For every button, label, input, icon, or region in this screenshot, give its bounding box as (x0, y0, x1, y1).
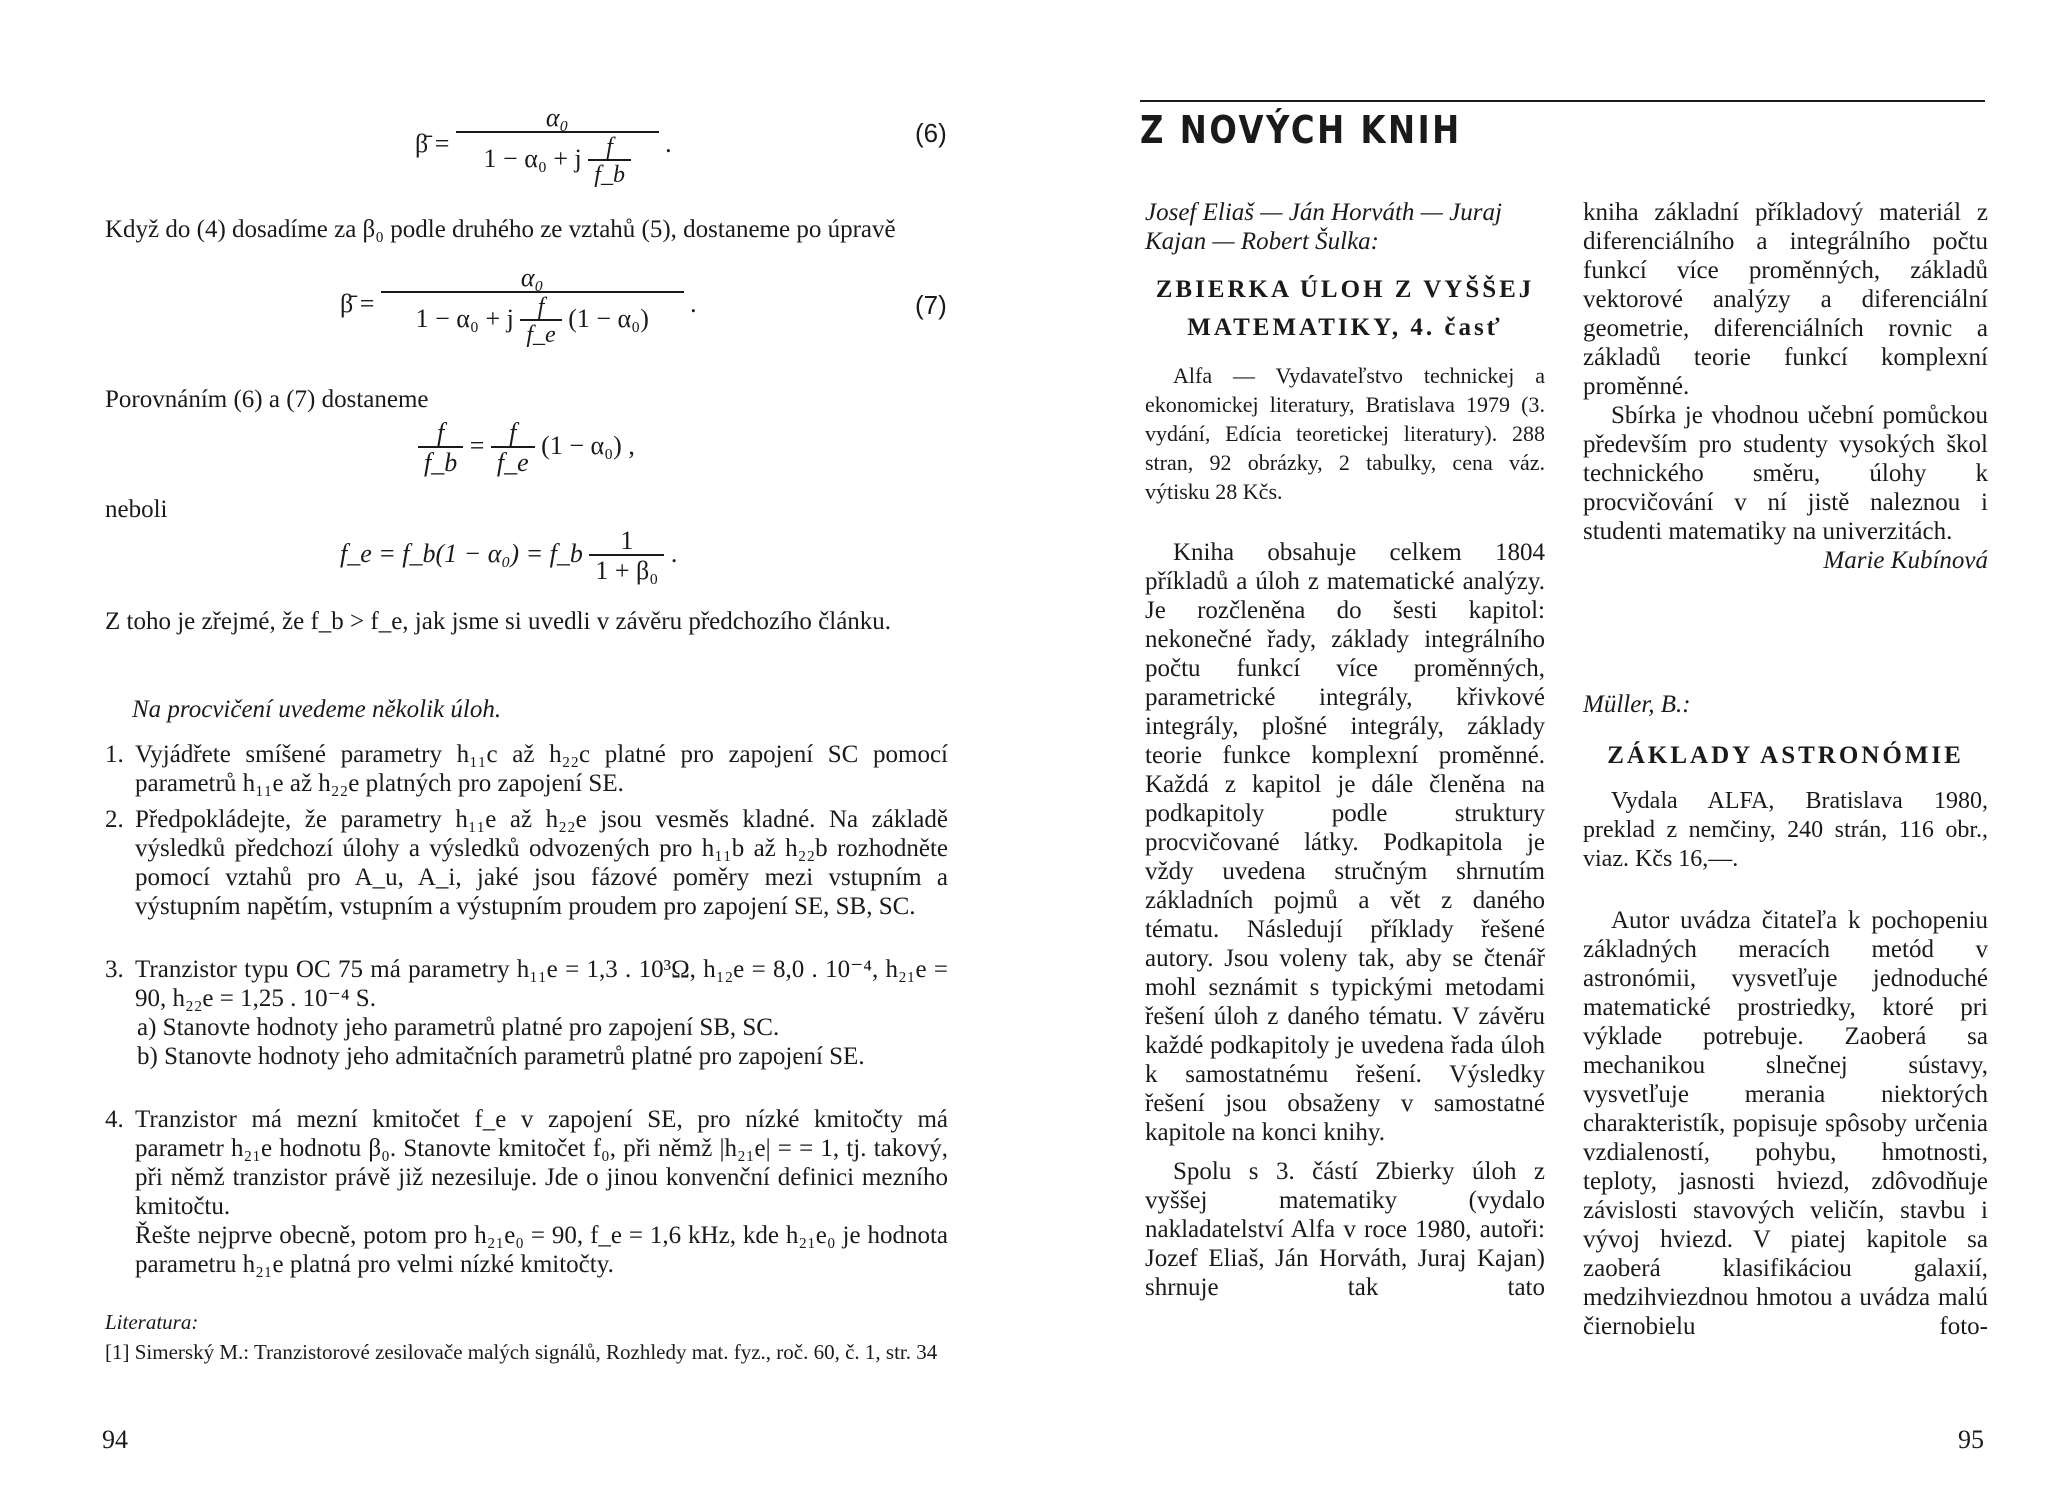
exercises-intro: Na procvičení uvedeme několik úloh. (132, 696, 502, 723)
eq6-inner-num: f (588, 135, 631, 161)
eq7-den-a: 1 − α₀ + j (415, 303, 514, 333)
exercise-2 (105, 805, 948, 921)
book1-review-p2-continued: kniha základní příkladový materiál z diferenciálního a integrálního počtu funkcí více proměnných, základů vektorové analýzy a diferenciální geometrie, diferenciálních rovnic a základů teorie funkcí komplexní proměnné. (1583, 199, 1988, 400)
paragraph-1: Když do (4) dosadíme za β₀ podle druhého ze vztahů (5), dostaneme po úpravě (105, 216, 896, 243)
eq7-inner-fraction (520, 295, 561, 347)
eq6-numerator: α₀ (456, 105, 659, 133)
exercise-3-body (135, 955, 948, 1071)
equation-6 (415, 105, 672, 187)
eq8-tail: (1 − α₀) , (541, 430, 635, 460)
eq8-a-num: f (418, 420, 463, 448)
eq7-tail: . (690, 288, 697, 318)
book2-review-p1: Autor uvádza čitateľa k pochopeniu základných meracích metód v astronómii, vysvetľuje jednoduché matematické prostriedky, ktoré pri výklade potrebuje. Zaoberá sa mechanikou slnečnej sústavy, vysvetľuje merania niektorých charakteristík, popisuje spôsoby určenia vzdialeností, pohybu, hmotnosti, teploty, jasnosti hviezd, zdôvodňuje závislosti stavových veličín, stavbu i vývoj hviezd. V piatej kapitole sa zaoberá klasifikáciou galaxií, medzihviezdnou hmotou a uvádza malú čiernobielu foto- (1583, 907, 1988, 1340)
eq6-fraction (456, 105, 659, 187)
exercise-2-number: 2. (105, 806, 124, 833)
book1-title-line1: ZBIERKA ÚLOH Z VYŠŠEJ (1155, 276, 1535, 303)
book1-title-line2: MATEMATIKY, 4. časť (1187, 314, 1503, 341)
eq8-b-num: f (491, 420, 535, 448)
eq8-b-den: f_e (496, 448, 529, 477)
exercise-1-number: 1. (105, 741, 124, 768)
book1-review-p2: Spolu s 3. částí Zbierky úloh z vyššej matematiky (vydalo nakladatelství Alfa v roce 1980, autoři: Jozef Eliaš, Ján Horváth, Juraj Kajan) shrnuje tak tato (1145, 1158, 1545, 1301)
eq6-denominator (456, 133, 659, 187)
exercise-3-text: Tranzistor typu OC 75 má parametry h₁₁e = 1,3 . 10³Ω, h₁₂e = 8,0 . 10⁻⁴, h₂₁e = 90, h₂₂e = 1,25 . 10⁻⁴ S. (135, 956, 948, 1012)
eq7-number: (7) (915, 290, 947, 320)
exercise-4-body (135, 1105, 948, 1279)
book1-review-p1: Kniha obsahuje celkem 1804 příkladů a úloh z matematické analýzy. Je rozčleněna do šesti kapitol: nekonečné řady, základy integrálního počtu funkcí více proměnných, parametrické integrály, křivkové integrály, plošné integrály, základy teorie funkce komplexní proměnné. Každá z kapitol je dále členěna na podkapitoly podle struktury procvičované látky. Podkapitola je vždy uvedena stručným shrnutím základních pojmů a vět z daného tématu. Následují příklady řešené autory. Jsou voleny tak, aby se čtenář mohl seznámit s typickými metodami řešení úloh z daného tématu. V závěru každé podkapitoly je uvedena řada úloh k samostatnému řešení. Výsledky řešení jsou obsaženy v samostatné kapitole na konci knihy. (1145, 539, 1545, 1146)
book2-publication-info: Vydala ALFA, Bratislava 1980, preklad z nemčiny, 240 strán, 116 obr., viaz. Kčs 16,—. (1583, 788, 1988, 872)
eq7-denominator (381, 293, 684, 347)
eq9-lhs: f_e = f_b(1 − α₀) = f_b (340, 538, 583, 568)
eq6-number: (6) (915, 118, 947, 148)
book2-title: ZÁKLADY ASTRONÓMIE (1607, 742, 1964, 769)
eq6-inner-fraction (588, 135, 631, 187)
book2-authors: Müller, B.: (1583, 691, 1691, 718)
eq7-inner-den: f_e (526, 322, 556, 348)
eq7-numerator: α₀ (381, 265, 684, 293)
eq7-den-b: (1 − α₀) (568, 303, 649, 333)
eq6-lhs: β̄ = (415, 128, 450, 158)
eq7-inner-num: f (520, 295, 561, 321)
book1-review-p3: Sbírka je vhodnou učební pomůckou především pro studenty vysokých škol technického směru, úlohy k procvičování v ní jistě naleznou i studenti matematiky na univerzitách. (1583, 402, 1988, 545)
paragraph-3: neboli (105, 496, 168, 523)
paragraph-4: Z toho je zřejmé, že f_b > f_e, jak jsme si uvedli v závěru předchozího článku. (105, 608, 892, 635)
eq9-fraction (589, 528, 664, 584)
exercise-4-text: Tranzistor má mezní kmitočet f_e v zapojení SE, pro nízké kmitočty má parametr h₂₁e hodnotu β₀. Stanovte kmitočet f₀, při němž |h₂₁e| = = 1, tj. takový, při němž tranzistor právě již nezesiluje. Jde o jinou konvenční definici mezního kmitočtu. (135, 1106, 948, 1220)
eq6-inner-den: f_b (594, 162, 625, 188)
eq6-tail: . (665, 128, 672, 158)
exercise-2-text: Předpokládejte, že parametry h₁₁e až h₂₂e jsou vesměs kladné. Na základě výsledků předchozí úlohy a výsledků odvozených pro h₁₁b až h₂₂b rozhodněte pomocí vztahů pro A_u, A_i, jaké jsou fázové poměry mezi vstupním a výstupním napětím, vstupním a výstupním proudem pro zapojení SE, SB, SC. (135, 806, 948, 920)
eq7-lhs: β̄ = (340, 288, 375, 318)
exercise-4 (105, 1105, 948, 1279)
eq8-frac-a (418, 420, 463, 476)
section-rule (1140, 100, 1985, 102)
eq6-den-a: 1 − α₀ + j (483, 143, 582, 173)
book1-reviewer: Marie Kubínová (1823, 547, 1988, 574)
book1-authors: Josef Eliaš — Ján Horváth — Juraj Kajan — Robert Šulka: (1145, 199, 1502, 255)
equation-7 (340, 265, 697, 347)
page-number-right: 95 (1958, 1425, 1984, 1454)
book1-publication-info: Alfa — Vydavateľstvo technickej a ekonomickej literatury, Bratislava 1979 (3. vydání, Edícia teoretickej literatury). 288 stran, 92 obrázky, 2 tabulky, cena váz. výtisku 28 Kčs. (1145, 363, 1545, 504)
right-column-2 (1583, 198, 1988, 1341)
literature-item: [1] Simerský M.: Tranzistorové zesilovače malých signálů, Rozhledy mat. fyz., roč. 60, č. 1, str. 34 (105, 1340, 938, 1364)
eq9-den: 1 + β₀ (595, 556, 659, 585)
eq9-num: 1 (589, 528, 664, 556)
eq9-tail: . (670, 538, 678, 568)
right-column-1 (1145, 198, 1545, 1302)
exercise-1-text: Vyjádřete smíšené parametry h₁₁c až h₂₂c platné pro zapojení SC pomocí parametrů h₁₁e až h₂₂e platných pro zapojení SE. (135, 741, 948, 797)
equation-8 (418, 420, 635, 476)
exercise-3-number: 3. (105, 956, 124, 983)
exercise-4-number: 4. (105, 1106, 124, 1133)
exercise-1 (105, 740, 948, 798)
eq7-fraction (381, 265, 684, 347)
equation-9 (340, 528, 677, 584)
paragraph-2: Porovnáním (6) a (7) dostaneme (105, 386, 429, 413)
exercise-3b: b) Stanovte hodnoty jeho admitačních parametrů platné pro zapojení SE. (137, 1043, 865, 1070)
literature-label: Literatura: (105, 1310, 199, 1334)
eq8-equals: = (469, 430, 485, 460)
eq8-a-den: f_b (424, 448, 458, 477)
page-number-left: 94 (102, 1425, 128, 1454)
exercise-4-extra: Řešte nejprve obecně, potom pro h₂₁e₀ = 90, f_e = 1,6 kHz, kde h₂₁e₀ je hodnota parametru h₂₁e platná pro velmi nízké kmitočty. (135, 1222, 948, 1278)
section-title: Z NOVÝCH KNIH (1140, 108, 1462, 152)
eq8-frac-b (491, 420, 535, 476)
exercise-3 (105, 955, 948, 1071)
exercise-3a: a) Stanovte hodnoty jeho parametrů platné pro zapojení SB, SC. (137, 1014, 780, 1041)
